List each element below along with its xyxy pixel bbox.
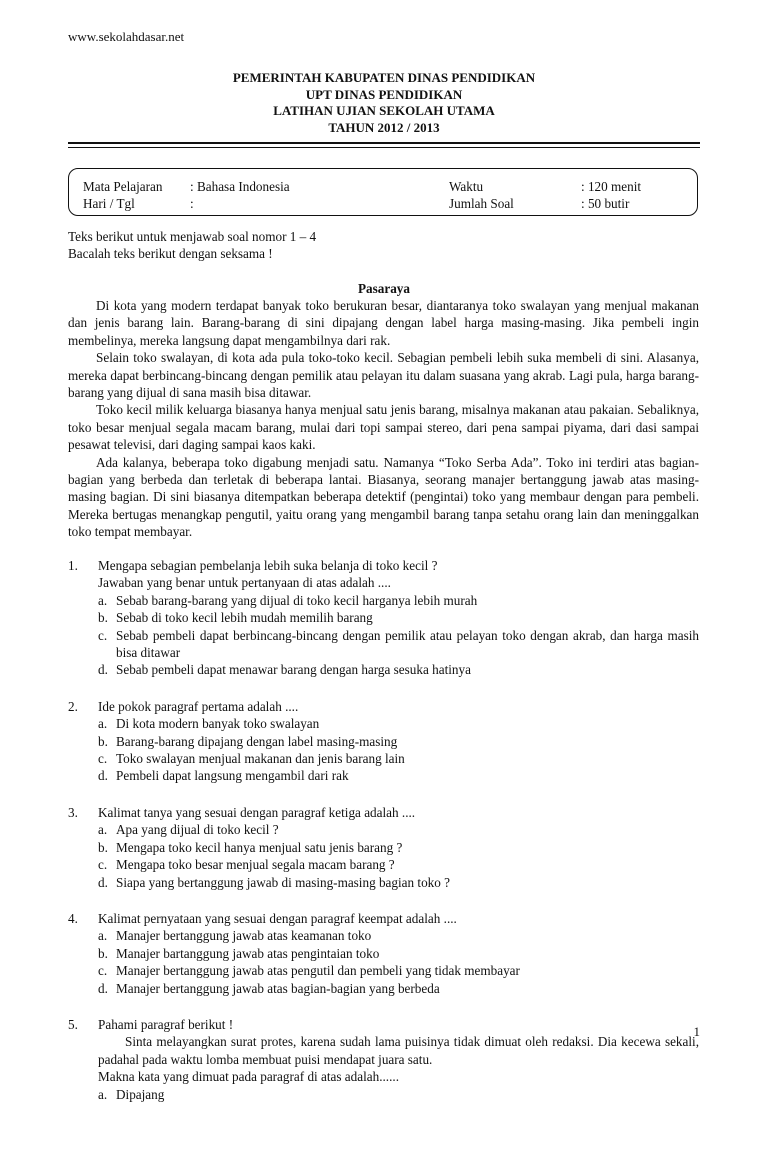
answer-option: [98, 609, 699, 626]
option-letter: b.: [98, 945, 108, 961]
option-text: Sebab di toko kecil lebih mudah memilih barang: [116, 610, 373, 626]
question-4: [68, 910, 699, 997]
count-label: Jumlah Soal: [449, 196, 514, 211]
count-value: : 50 butir: [581, 196, 630, 211]
answer-option: [98, 715, 699, 732]
question-number: 5.: [68, 1016, 78, 1032]
answer-option: [98, 627, 699, 662]
time-label: Waktu: [449, 179, 484, 194]
question-list: [68, 557, 699, 1122]
option-letter: c.: [98, 627, 108, 643]
instruction-line-2: Bacalah teks berikut dengan seksama !: [68, 246, 273, 262]
option-letter: c.: [98, 751, 108, 767]
option-text: Manajer bertanggung jawab atas pengutil dan pembeli yang tidak membayar: [116, 963, 520, 979]
exam-header: [0, 70, 768, 136]
answer-option: [98, 592, 699, 609]
question-3: [68, 804, 699, 891]
option-text: Di kota modern banyak toko swalayan: [116, 716, 320, 732]
option-text: Barang-barang dipajang dengan label masing-masing: [116, 733, 398, 749]
question-number: 1.: [68, 558, 78, 573]
question-2: [68, 698, 699, 785]
question-number: 2.: [68, 698, 78, 714]
answer-option: [98, 839, 699, 856]
answer-option: [98, 856, 699, 873]
answer-option: [98, 733, 699, 750]
instruction-line-1: Teks berikut untuk menjawab soal nomor 1 – 4: [68, 229, 317, 244]
option-text: Apa yang dijual di toko kecil ?: [116, 822, 279, 838]
option-letter: a.: [98, 592, 108, 608]
option-letter: c.: [98, 857, 108, 873]
option-letter: b.: [98, 733, 108, 749]
day-label: Hari / Tgl: [83, 196, 135, 211]
answer-option: [98, 874, 699, 891]
answer-option: [98, 962, 699, 979]
option-letter: a.: [98, 822, 108, 838]
answer-option: [98, 927, 699, 944]
option-letter: b.: [98, 839, 108, 855]
header-line-4: TAHUN 2012 / 2013: [328, 119, 440, 135]
option-letter: a.: [98, 928, 108, 944]
option-text: Sebab pembeli dapat menawar barang dengan harga sesuka hatinya: [116, 662, 471, 678]
option-text: Mengapa toko besar menjual segala macam barang ?: [116, 857, 395, 873]
option-text: Manajer bertanggung jawab atas keamanan toko: [116, 928, 372, 944]
header-divider-thick: [68, 142, 700, 144]
question-5: [68, 1016, 699, 1103]
option-letter: a.: [98, 1086, 108, 1102]
subject-value: : Bahasa Indonesia: [190, 179, 290, 194]
header-line-3: LATIHAN UJIAN SEKOLAH UTAMA: [273, 103, 495, 118]
time-value: : 120 menit: [581, 179, 642, 194]
story-paragraph: Toko kecil milik keluarga biasanya hanya menjual satu jenis barang, misalnya makanan atau pakaian. Sebaliknya, toko besar menjual segala macam barang, mulai dari topi sampai stereo, dari pena sampai piyama, dari dasi sampai pesawat televisi, dari daging sampai kaos kaki.: [68, 402, 699, 453]
answer-option: [98, 1086, 699, 1103]
question-1: [68, 557, 699, 679]
info-row-date: [69, 195, 697, 213]
question-prompt: Kalimat tanya yang sesuai dengan paragraf ketiga adalah ....: [98, 804, 416, 820]
option-text: Sebab pembeli dapat berbincang-bincang dengan pemilik atau pelayan toko dengan akrab, dan harga masih bisa ditawar: [116, 627, 699, 661]
answer-option: [98, 661, 699, 678]
option-text: Toko swalayan menjual makanan dan jenis barang lain: [116, 751, 405, 767]
question-number: 4.: [68, 910, 78, 926]
option-letter: d.: [98, 874, 108, 890]
option-text: Sebab barang-barang yang dijual di toko kecil harganya lebih murah: [116, 592, 478, 608]
page-number: 1: [693, 1024, 700, 1039]
question-number: 3.: [68, 804, 78, 820]
story-paragraph: Ada kalanya, beberapa toko digabung menjadi satu. Namanya “Toko Serba Ada”. Toko ini terdiri atas bagian-bagian yang berbeda dan terletak di beberapa lantai. Biasanya, seorang manajer bertanggung jawab atas masing-masing bagian. Di sini biasanya ditempatkan beberapa detektif (pengintai) toko yang membaur dengan para pembeli. Mereka bertugas menangkap pengutil, yaitu orang yang mengambil barang tanpa setahu orang lain dan meninggalkan toko tempat membayar.: [68, 454, 699, 540]
option-letter: c.: [98, 963, 108, 979]
answer-option: [98, 980, 699, 997]
story-title: Pasaraya: [357, 281, 410, 296]
day-value: :: [190, 196, 194, 211]
option-letter: d.: [98, 662, 108, 678]
option-text: Pembeli dapat langsung mengambil dari rak: [116, 768, 349, 784]
answer-option: [98, 750, 699, 767]
option-letter: b.: [98, 610, 108, 626]
story-paragraph: Selain toko swalayan, di kota ada pula toko-toko kecil. Sebagian pembeli lebih suka membeli di sini. Alasanya, mereka dapat berbincang-bincang dengan pemilik atau pelayan itu dalam suasana yang akrab. Lagi pula, harga barang-barang yang dijual di sana masih bisa ditawar.: [68, 350, 699, 401]
option-text: Manajer bertanggung jawab atas bagian-bagian yang berbeda: [116, 980, 440, 996]
question-subprompt: Makna kata yang dimuat pada paragraf di atas adalah......: [98, 1069, 399, 1085]
question-prompt: Mengapa sebagian pembelanja lebih suka belanja di toko kecil ?: [98, 558, 438, 573]
option-letter: d.: [98, 768, 108, 784]
header-divider-thin: [68, 147, 700, 148]
question-prompt: Kalimat pernyataan yang sesuai dengan paragraf keempat adalah ....: [98, 910, 457, 926]
option-text: Mengapa toko kecil hanya menjual satu jenis barang ?: [116, 839, 403, 855]
question-prompt: Ide pokok paragraf pertama adalah ....: [98, 698, 299, 714]
question-subprompt: Jawaban yang benar untuk pertanyaan di atas adalah ....: [98, 575, 391, 591]
header-line-2: UPT DINAS PENDIDIKAN: [305, 86, 463, 102]
option-letter: d.: [98, 980, 108, 996]
answer-option: [98, 945, 699, 962]
option-letter: a.: [98, 716, 108, 732]
story-paragraph: Di kota yang modern terdapat banyak toko berukuran besar, diantaranya toko swalayan yang menjual makanan dan jenis barang lain. Barang-barang di sini dipajang dengan label harga masing-masing. Jika pembeli ingin membelinya, mereka langsung dapat mengambilnya dari rak.: [68, 298, 699, 348]
option-text: Manajer bartanggung jawab atas pengintaian toko: [116, 945, 380, 961]
question-paragraph: Sinta melayangkan surat protes, karena sudah lama puisinya tidak dimuat oleh redaksi. Dia kecewa sekali, padahal pada waktu lomba membuat puisi mendapat juara satu.: [98, 1034, 699, 1067]
question-prompt: Pahami paragraf berikut !: [98, 1016, 234, 1032]
reading-instructions: [68, 228, 700, 263]
answer-option: [98, 821, 699, 838]
option-text: Dipajang: [116, 1086, 165, 1102]
site-url: www.sekolahdasar.net: [68, 29, 185, 44]
exam-info-box: [68, 168, 698, 216]
answer-option: [98, 767, 699, 784]
header-line-1: PEMERINTAH KABUPATEN DINAS PENDIDIKAN: [232, 70, 536, 85]
subject-label: Mata Pelajaran: [83, 179, 163, 194]
option-text: Siapa yang bertanggung jawab di masing-masing bagian toko ?: [116, 874, 451, 890]
story-text: [68, 297, 699, 541]
info-row-subject: [69, 178, 697, 196]
